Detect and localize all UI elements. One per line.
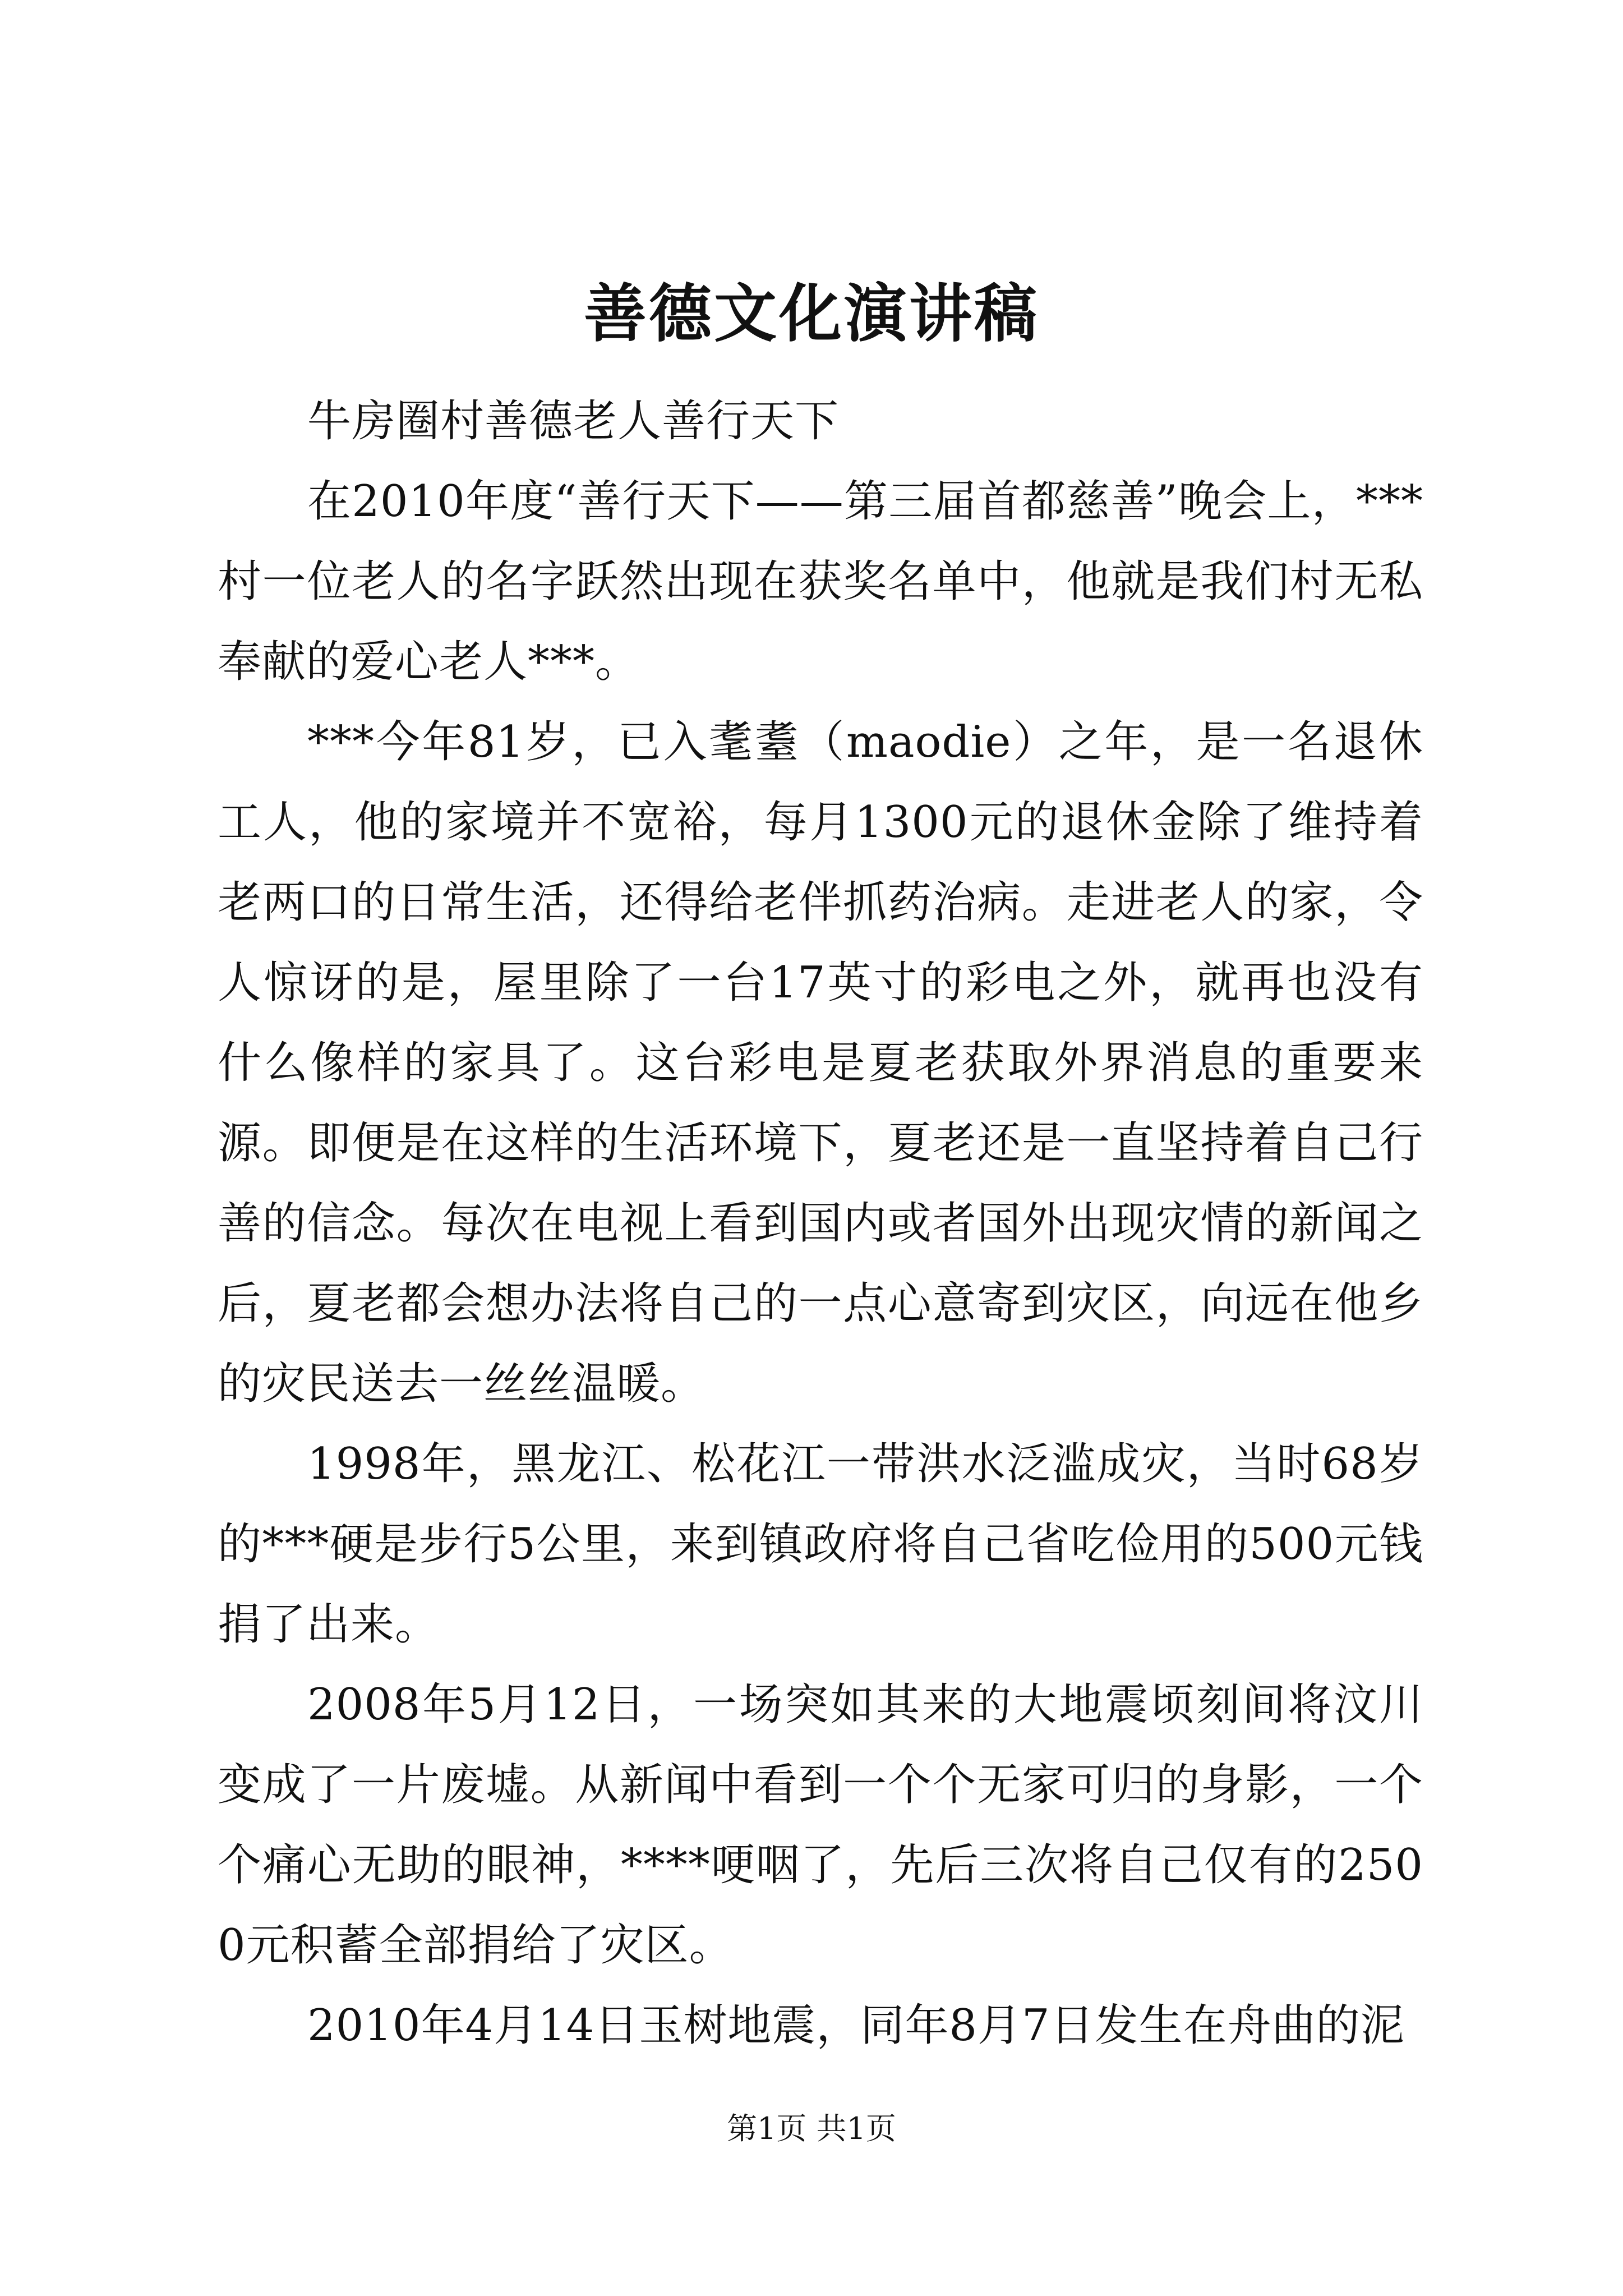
document-title: 善德文化演讲稿 bbox=[584, 277, 1039, 351]
paragraph-3: ***今年81岁，已入耄耋（maodie）之年，是一名退休工人，他的家境并不宽裕，每月1300元的退休金除了维持着老两口的日常生活，还得给老伴抓药治病。走进老人的家，令人惊讶的是，屋里除了一台17英寸的彩电之外，就再也没有什么像样的家具了。这台彩电是夏老获取外界消息的重要来源。即便是在这样的生活环境下，夏老还是一直坚持着自己行善的信念。每次在电视上看到国内或者国外出现灾情的新闻之后，夏老都会想办法将自己的一点心意寄到灾区，向远在他乡的灾民送去一丝丝温暖。 bbox=[218, 717, 1423, 1409]
paragraph-1: 牛房圈村善德老人善行天下 bbox=[307, 396, 840, 447]
document-body bbox=[218, 381, 1423, 2066]
paragraph-6: 2010年4月14日玉树地震，同年8月7日发生在舟曲的泥 bbox=[307, 2000, 1405, 2051]
paragraph-5: 2008年5月12日，一场突如其来的大地震顷刻间将汶川变成了一片废墟。从新闻中看到一个个无家可归的身影，一个个痛心无助的眼神，****哽咽了，先后三次将自己仅有的2500元积蓄全部捐给了灾区。 bbox=[218, 1680, 1423, 1971]
paragraph-2: 在2010年度“善行天下——第三届首都慈善”晚会上，***村一位老人的名字跃然出现在获奖名单中，他就是我们村无私奉献的爱心老人***。 bbox=[218, 476, 1423, 687]
page-footer: 第1页 共1页 bbox=[727, 2111, 896, 2146]
paragraph-4: 1998年，黑龙江、松花江一带洪水泛滥成灾，当时68岁的***硬是步行5公里，来到镇政府将自己省吃俭用的500元钱捐了出来。 bbox=[218, 1439, 1423, 1650]
